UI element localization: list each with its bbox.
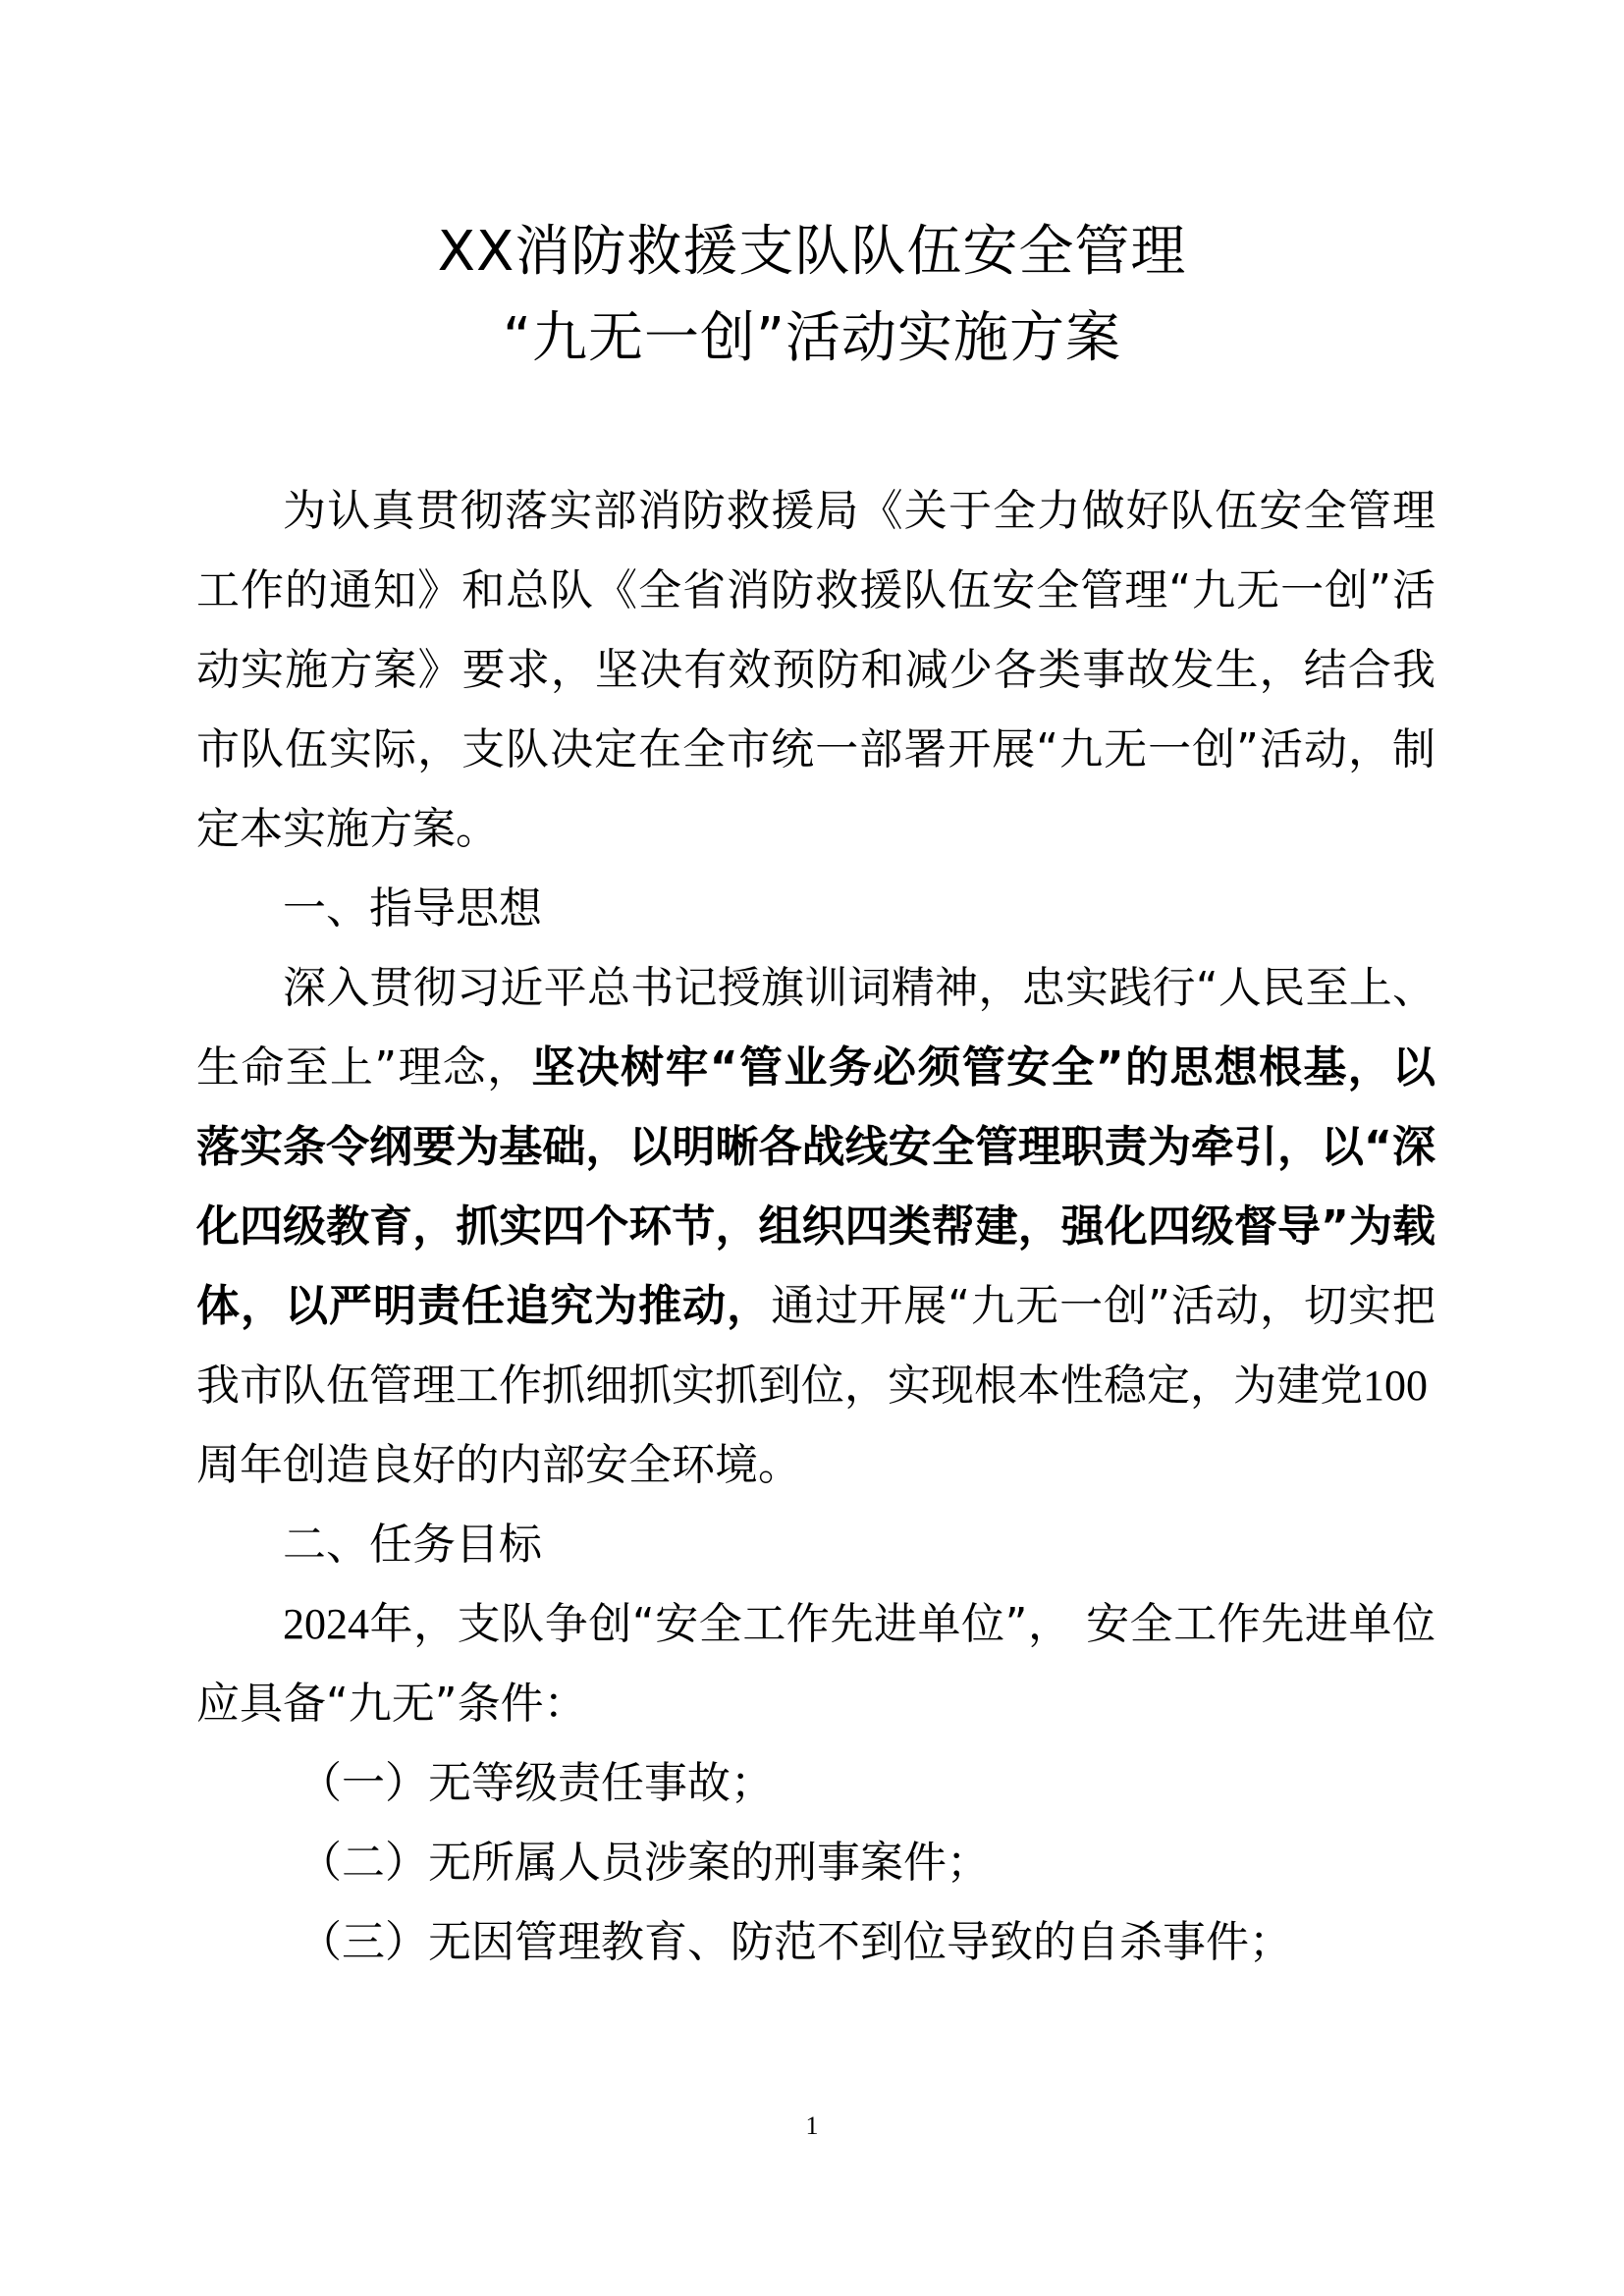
document-title-line-1: XX消防救援支队队伍安全管理	[437, 220, 1187, 284]
guiding-thought-text-2: 通过开展“九无一创”活动，切实把我市队伍管理工作抓细抓实抓到位，实现根本性稳定，为建党	[196, 1281, 1435, 1411]
task-goals-year: 2024	[283, 1600, 369, 1648]
document-body	[196, 471, 1435, 1982]
section-heading-task-goals: 二、任务目标	[283, 1520, 542, 1570]
guiding-thought-number: 100	[1363, 1362, 1428, 1410]
section-heading-guiding-thought: 一、指导思想	[283, 883, 542, 934]
guiding-thought-bold-text: 坚决树牢“管业务必须管安全”的思想根基，以落实条令纲要为基础，以明晰各战线安全管理职责为牵引，以“深化四级教育，抓实四个环节，组织四类帮建，强化四级督导”为载体，以严明责任追究为推动，	[196, 1042, 1435, 1331]
guiding-thought-text-3: 周年创造良好的内部安全环境。	[196, 1440, 801, 1490]
task-goals-paragraph	[196, 1584, 1435, 1743]
guiding-thought-text-1: 深入贯彻习近平总书记授旗训词精神，忠实践行“人民至上、生命至上”理念，	[196, 963, 1435, 1093]
list-item: （一）无等级责任事故；	[298, 1758, 774, 1808]
list-item: （三）无因管理教育、防范不到位导致的自杀事件；	[298, 1917, 1292, 1967]
page-number: 1	[805, 2111, 819, 2140]
guiding-thought-paragraph	[196, 948, 1435, 1505]
document-title-line-2: “九无一创”活动实施方案	[502, 306, 1122, 370]
task-goals-text: 年，支队争创“安全工作先进单位”， 安全工作先进单位应具备“九无”条件：	[196, 1599, 1435, 1729]
intro-paragraph: 为认真贯彻落实部消防救援局《关于全力做好队伍安全管理工作的通知》和总队《全省消防救援队伍安全管理“九无一创”活动实施方案》要求，坚决有效预防和减少各类事故发生，结合我市队伍实际，支队决定在全市统一部署开展“九无一创”活动，制定本实施方案。	[196, 486, 1435, 854]
list-item: （二）无所属人员涉案的刑事案件；	[298, 1838, 990, 1888]
